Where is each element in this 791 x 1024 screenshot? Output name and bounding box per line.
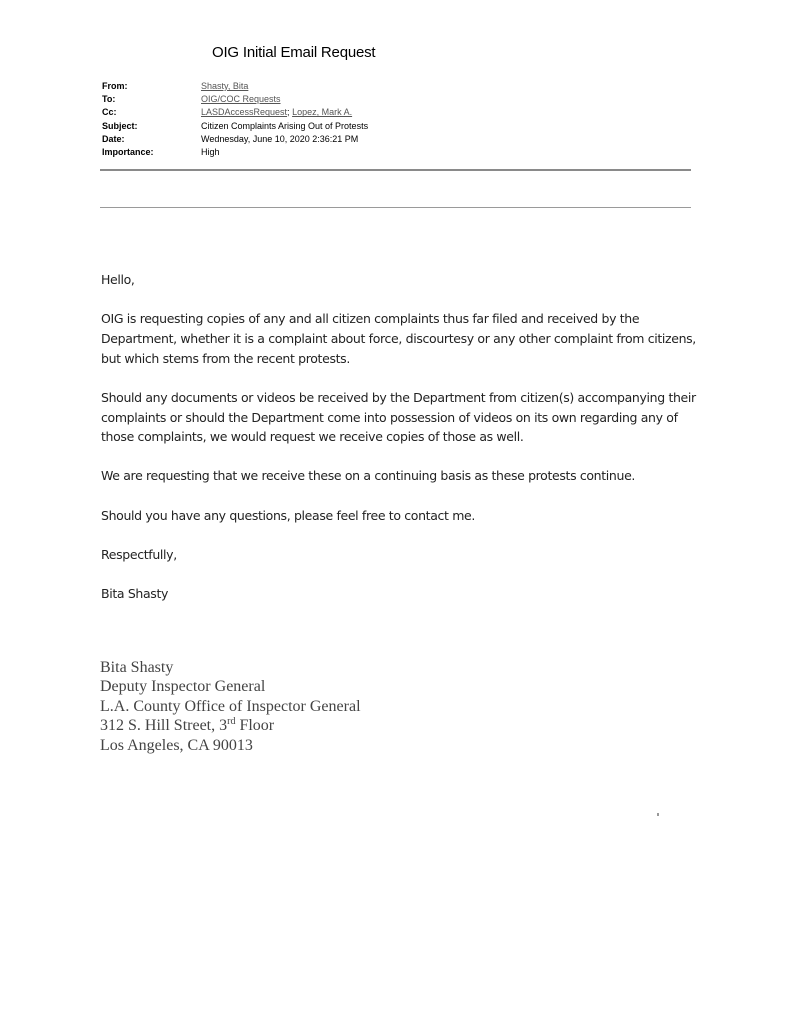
email-body — [101, 270, 701, 623]
to-row — [102, 93, 368, 106]
from-row — [102, 80, 368, 93]
to-label: To: — [102, 94, 116, 105]
importance-label: Importance: — [102, 147, 154, 158]
date-row — [102, 133, 368, 146]
greeting: Hello, — [101, 272, 135, 287]
cc-row — [102, 106, 368, 119]
header-divider — [100, 169, 691, 171]
date-label: Date: — [102, 133, 125, 144]
importance-row — [102, 146, 368, 159]
email-header — [102, 80, 368, 159]
signature-office: L.A. County Office of Inspector General — [100, 697, 361, 715]
cc-link-access-request[interactable]: LASDAccessRequest — [201, 107, 288, 118]
cc-values — [201, 106, 352, 119]
body-paragraph-2: Should any documents or videos be received by the Department from citizen(s) accompanying their complaints or should the Department come into possession of videos on its own regarding any of those complaints, we would request we receive copies of those as well. — [101, 389, 696, 445]
body-paragraph-3: We are requesting that we receive these on a continuing basis as these protests continue. — [101, 468, 636, 484]
document-title: OIG Initial Email Request — [212, 44, 376, 61]
from-link[interactable]: Shasty, Bita — [201, 81, 249, 91]
from-label: From: — [102, 81, 128, 91]
street-superscript: rd — [227, 716, 236, 728]
subject-label: Subject: — [102, 120, 138, 131]
stray-mark — [657, 813, 659, 816]
cc-separator: ; — [287, 107, 293, 118]
closing: Respectfully, — [101, 546, 177, 562]
signature-position: Deputy Inspector General — [100, 678, 266, 696]
signature-street — [100, 716, 361, 735]
body-paragraph-4: Should you have any questions, please feel free to contact me. — [101, 507, 476, 523]
signature-block — [100, 658, 361, 755]
cc-label: Cc: — [102, 107, 117, 118]
street-prefix: 312 S. Hill Street, 3 — [100, 717, 228, 735]
signature-city: Los Angeles, CA 90013 — [100, 736, 253, 754]
cc-link-lopez[interactable]: Lopez, Mark A. — [292, 107, 353, 118]
street-suffix: Floor — [235, 717, 275, 735]
subject-value: Citizen Complaints Arising Out of Protests — [201, 120, 369, 131]
subject-row — [102, 120, 368, 133]
to-link[interactable]: OIG/COC Requests — [201, 94, 281, 105]
signoff-name: Bita Shasty — [101, 586, 169, 602]
importance-value: High — [201, 147, 220, 158]
body-paragraph-1: OIG is requesting copies of any and all citizen complaints thus far filed and received by the Department, whether it is a complaint about force, discourtesy or any other complaint from citizens, but which stems from the recent protests. — [101, 311, 696, 366]
body-divider — [100, 207, 691, 208]
signature-name: Bita Shasty — [100, 659, 174, 676]
date-value: Wednesday, June 10, 2020 2:36:21 PM — [201, 133, 359, 144]
